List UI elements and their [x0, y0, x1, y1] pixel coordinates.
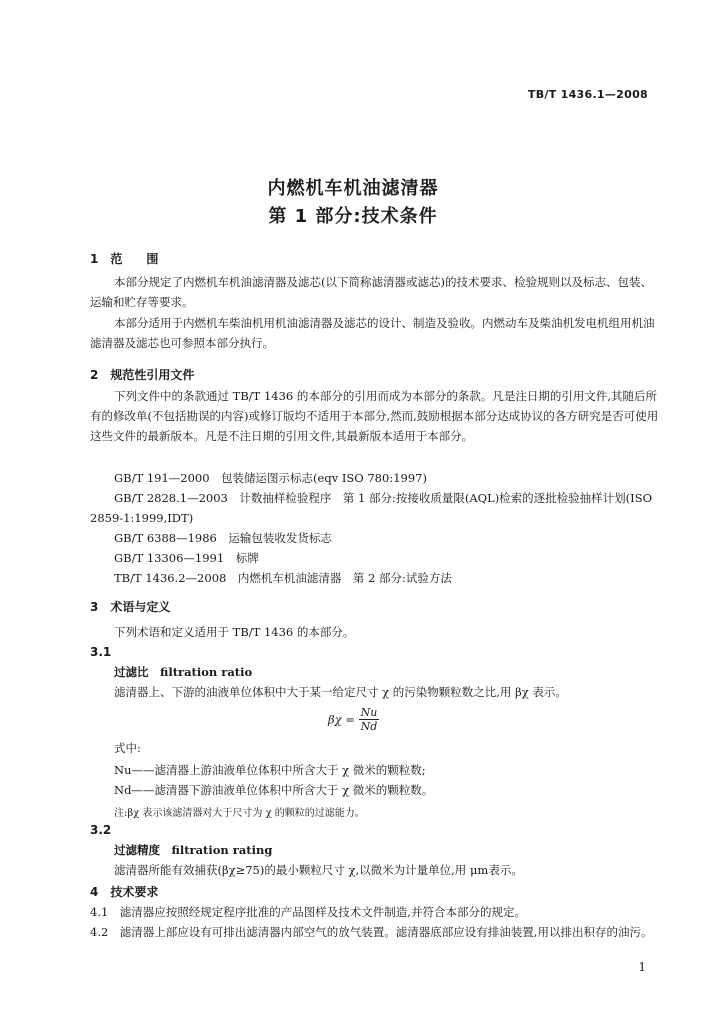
reference-item: GB/T 13306—1991 标牌 [114, 551, 259, 565]
reference-item: TB/T 1436.2—2008 内燃机车机油滤清器 第 2 部分:试验方法 [114, 571, 452, 585]
reference-item: GB/T 2828.1—2003 计数抽样检验程序 第 1 部分:按接收质量限(AQL)检索的逐批检验抽样计划(ISO 2859-1:1999,IDT) [90, 491, 653, 525]
term-filtration-rating: 过滤精度 filtration rating [114, 843, 273, 857]
reference-item: GB/T 191—2000 包装储运图示标志(eqv ISO 780:1997) [114, 471, 427, 485]
section-1-para-2: 本部分适用于内燃机车柴油机用机油滤清器及滤芯的设计、制造及验收。内燃动车及柴油机发电机组用机油滤清器及滤芯也可参照本部分执行。 [90, 316, 655, 350]
page-number: 1 [638, 960, 646, 974]
section-1-para-1: 本部分规定了内燃机车机油滤清器及滤芯(以下简称滤清器或滤芯)的技术要求、检验规则以及标志、包装、运输和贮存等要求。 [90, 275, 652, 309]
document-subtitle: 第 1 部分:技术条件 [268, 206, 438, 227]
section-2-heading: 2 规范性引用文件 [90, 368, 195, 382]
section-1-heading: 1 范 围 [90, 252, 159, 266]
standard-code-header: TB/T 1436.1—2008 [527, 88, 648, 101]
section-4-heading: 4 技术要求 [90, 885, 159, 899]
reference-item: GB/T 6388—1986 运输包装收发货标志 [114, 531, 332, 545]
section-3-heading: 3 术语与定义 [90, 600, 171, 614]
formula-lhs: βχ = [328, 712, 355, 727]
term-1-definition: 滤清器上、下游的油液单位体积中大于某一给定尺寸 χ 的污染物颗粒数之比,用 βχ 表示。 [114, 685, 567, 699]
symbol-nu-definition: Nu——滤清器上游油液单位体积中所含大于 χ 微米的颗粒数; [114, 763, 426, 777]
formula [328, 706, 379, 733]
document-title: 内燃机车机油滤清器 [267, 178, 439, 199]
note: 注:βχ 表示该滤清器对大于尺寸为 χ 的颗粒的过滤能力。 [114, 808, 365, 819]
formula-denominator: Nd [360, 720, 378, 733]
term-2-definition: 滤清器所能有效捕获(βχ≥75)的最小颗粒尺寸 χ,以微米为计量单位,用 μm表示。 [114, 863, 523, 877]
section-3-intro: 下列术语和定义适用于 TB/T 1436 的本部分。 [114, 625, 355, 639]
section-2-para-1: 下列文件中的条款通过 TB/T 1436 的本部分的引用而成为本部分的条款。凡是注日期的引用文件,其随后所有的修改单(不包括勘误的内容)或修订版均不适用于本部分,然而,鼓励根据本部分达成协议的各方研究是否可使用这些文件的最新版本。凡是不注日期的引用文件,其最新版本适用于本部分。 [90, 389, 659, 443]
clause-4-2: 4.2 滤清器上部应设有可排出滤清器内部空气的放气装置。滤清器底部应设有排油装置,用以排出积存的油污。 [90, 925, 653, 939]
formula-numerator: Nu [360, 706, 378, 719]
symbol-nd-definition: Nd——滤清器下游油液单位体积中所含大于 χ 微米的颗粒数。 [114, 783, 434, 797]
formula-fraction [359, 706, 380, 733]
where-label: 式中: [114, 741, 141, 755]
clause-4-1: 4.1 滤清器应按照经规定程序批准的产品图样及技术文件制造,并符合本部分的规定。 [90, 905, 526, 919]
clause-3-1-number: 3.1 [90, 645, 112, 659]
clause-3-2-number: 3.2 [90, 823, 112, 837]
term-filtration-ratio: 过滤比 filtration ratio [114, 665, 253, 679]
